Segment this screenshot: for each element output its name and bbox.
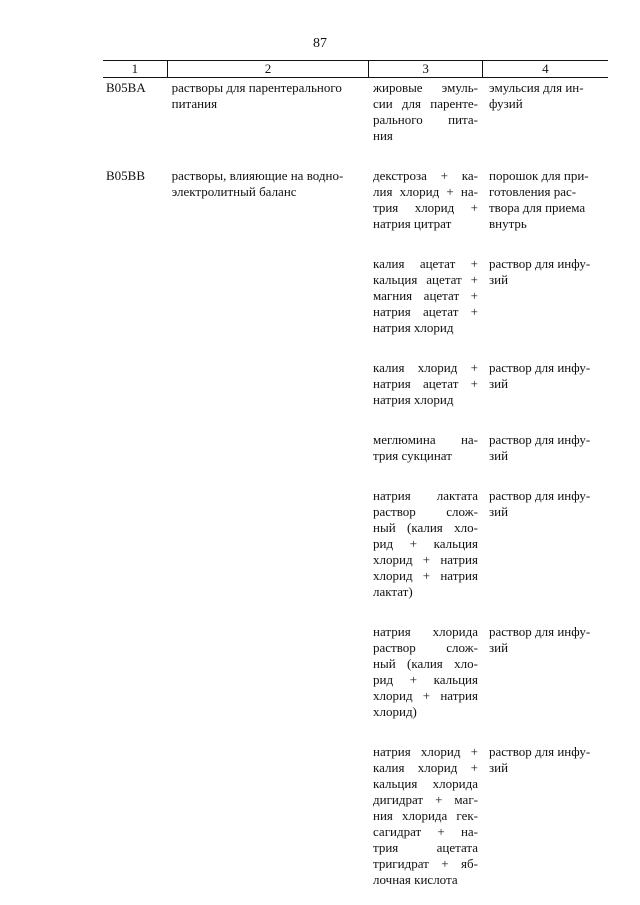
column-header-1: 1 — [131, 61, 139, 76]
text-line: зий — [489, 448, 509, 463]
medicine-composition — [369, 488, 484, 600]
text-line: лия хлорид + на- — [373, 184, 478, 199]
text-line: порошок для при- — [489, 168, 589, 183]
text-line: кальция ацетат + — [373, 272, 478, 287]
text-line: растворы для парентерального — [171, 80, 342, 95]
group-description — [166, 80, 369, 144]
text-line: тригидрат + яб- — [373, 856, 478, 871]
text-line: ный (калия хло- — [373, 656, 478, 671]
text-line: твора для приема — [489, 200, 586, 215]
atc-code: B05BA — [106, 80, 146, 95]
text-line: натрия хлорида — [373, 624, 478, 639]
text-line: электролитный баланс — [171, 184, 297, 199]
group-description — [166, 168, 369, 888]
medicine-composition — [369, 624, 484, 720]
text-line: декстроза + ка- — [373, 168, 478, 183]
atc-code: B05BB — [106, 168, 146, 183]
text-line: лочная кислота — [373, 872, 458, 887]
text-line: калия ацетат + — [373, 256, 478, 271]
text-line: трия сукцинат — [373, 448, 452, 463]
dosage-form — [484, 168, 608, 232]
text-line: раствор слож- — [373, 504, 478, 519]
text-line: натрия ацетат + — [373, 304, 478, 319]
text-line: внутрь — [489, 216, 527, 231]
text-line: сагидрат + на- — [373, 824, 478, 839]
table-row — [103, 168, 608, 888]
text-line: раствор для инфу- — [489, 432, 591, 447]
text-line: раствор для инфу- — [489, 360, 591, 375]
text-line: зий — [489, 376, 509, 391]
medicine-composition — [369, 168, 484, 232]
list-item — [369, 624, 608, 720]
text-line: натрия хлорид — [373, 320, 454, 335]
table-header-row — [103, 60, 608, 78]
text-line: раствор для инфу- — [489, 256, 591, 271]
list-item — [369, 80, 608, 144]
dosage-form — [484, 744, 608, 888]
entry-list — [369, 80, 608, 144]
text-line: натрия ацетат + — [373, 376, 478, 391]
dosage-form — [484, 488, 608, 600]
column-header-3: 3 — [368, 61, 481, 77]
text-line: лактат) — [373, 584, 413, 599]
text-line: питания — [171, 96, 218, 111]
list-item — [369, 360, 608, 408]
table-body — [103, 80, 608, 888]
text-line: меглюмина на- — [373, 432, 478, 447]
text-line: растворы, влияющие на водно- — [171, 168, 344, 183]
text-line: зий — [489, 272, 509, 287]
column-header-2: 2 — [167, 61, 369, 77]
column-header-4: 4 — [482, 61, 608, 77]
dosage-form — [484, 256, 608, 336]
text-line: ния хлорида гек- — [373, 808, 478, 823]
text-line: трия ацетата — [373, 840, 478, 855]
text-line: эмульсия для ин- — [489, 80, 584, 95]
text-line: трия хлорид + — [373, 200, 478, 215]
text-line: ный (калия хло- — [373, 520, 478, 535]
text-line: фузий — [489, 96, 523, 111]
text-line: кальция хлорида — [373, 776, 478, 791]
list-item — [369, 432, 608, 464]
text-line: готовления рас- — [489, 184, 577, 199]
drug-table — [103, 60, 608, 888]
dosage-form — [484, 624, 608, 720]
text-line: раствор для инфу- — [489, 624, 591, 639]
text-line: натрия цитрат — [373, 216, 452, 231]
medicine-composition — [369, 80, 484, 144]
page-number: 87 — [313, 36, 327, 51]
text-line: раствор слож- — [373, 640, 478, 655]
text-line: натрия лактата — [373, 488, 478, 503]
dosage-form — [484, 360, 608, 408]
text-line: зий — [489, 504, 509, 519]
text-line: хлорид + натрия — [373, 688, 478, 703]
medicine-composition — [369, 360, 484, 408]
text-line: калия хлорид + — [373, 360, 478, 375]
text-line: хлорид + натрия — [373, 568, 478, 583]
list-item — [369, 488, 608, 600]
text-line: хлорид) — [373, 704, 417, 719]
text-line: раствор для инфу- — [489, 744, 591, 759]
entry-list — [369, 168, 608, 888]
text-line: раствор для инфу- — [489, 488, 591, 503]
dosage-form — [484, 80, 608, 144]
text-line: зий — [489, 640, 509, 655]
text-line: ния — [373, 128, 393, 143]
medicine-composition — [369, 744, 484, 888]
text-line: хлорид + натрия — [373, 552, 478, 567]
dosage-form — [484, 432, 608, 464]
text-line: рид + кальция — [373, 536, 478, 551]
text-line: зий — [489, 760, 509, 775]
list-item — [369, 744, 608, 888]
text-line: дигидрат + маг- — [373, 792, 478, 807]
medicine-composition — [369, 432, 484, 464]
text-line: жировые эмуль- — [373, 80, 478, 95]
text-line: магния ацетат + — [373, 288, 478, 303]
text-line: натрия хлорид — [373, 392, 454, 407]
list-item — [369, 256, 608, 336]
table-row — [103, 80, 608, 144]
list-item — [369, 168, 608, 232]
medicine-composition — [369, 256, 484, 336]
text-line: рид + кальция — [373, 672, 478, 687]
text-line: сии для парентe- — [373, 96, 478, 111]
text-line: натрия хлорид + — [373, 744, 478, 759]
text-line: калия хлорид + — [373, 760, 478, 775]
text-line: рального пита- — [373, 112, 478, 127]
